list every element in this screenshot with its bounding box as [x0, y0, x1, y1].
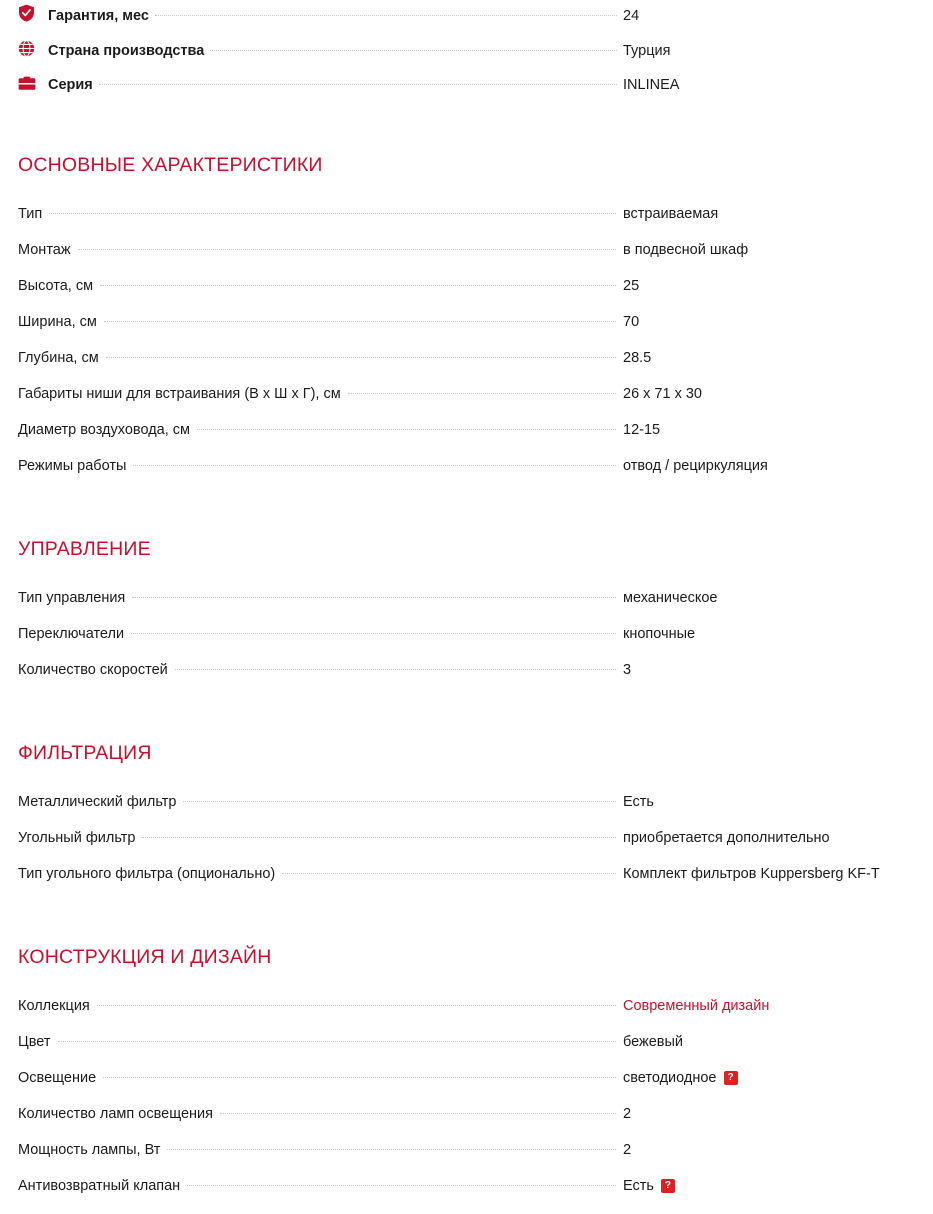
section-header-filtration — [18, 742, 915, 776]
spec-value: 25 — [623, 278, 640, 294]
dot-leader — [282, 873, 616, 874]
dot-leader — [142, 837, 616, 838]
section-header-main — [18, 154, 915, 188]
dot-leader — [97, 1005, 616, 1006]
help-icon[interactable]: ? — [724, 1071, 738, 1085]
table-row — [18, 662, 915, 698]
spec-value: механическое — [623, 590, 718, 606]
spec-value: в подвесной шкаф — [623, 242, 749, 258]
dot-leader — [78, 249, 616, 250]
table-row — [18, 830, 915, 866]
globe-icon — [18, 40, 48, 57]
dot-leader — [106, 357, 616, 358]
spec-name: Коллекция — [18, 998, 97, 1014]
dot-leader — [99, 84, 617, 85]
spec-row-series — [18, 74, 915, 110]
section-header-design — [18, 946, 915, 980]
spec-name: Количество скоростей — [18, 662, 175, 678]
spacer — [18, 188, 915, 206]
spec-name: Диаметр воздуховода, см — [18, 422, 197, 438]
table-row — [18, 1178, 915, 1214]
spec-value: 26 x 71 x 30 — [623, 386, 702, 402]
table-row — [18, 590, 915, 626]
spec-value: INLINEA — [623, 77, 680, 93]
table-row — [18, 242, 915, 278]
spec-name: Металлический фильтр — [18, 794, 183, 810]
spec-value: 3 — [623, 662, 632, 678]
help-icon[interactable]: ? — [661, 1179, 675, 1193]
section-title: УПРАВЛЕНИЕ — [18, 538, 151, 560]
spec-row-warranty — [18, 2, 915, 38]
spec-value: Есть — [623, 794, 654, 810]
dot-leader — [49, 213, 616, 214]
dot-leader — [183, 801, 616, 802]
dot-leader — [100, 285, 616, 286]
spec-label: Страна производства — [48, 43, 210, 59]
spec-value: кнопочные — [623, 626, 696, 642]
spec-value: Комплект фильтров Kuppersberg KF-T — [623, 866, 880, 882]
spec-value: 28.5 — [623, 350, 652, 366]
dot-leader — [131, 633, 616, 634]
section-title: КОНСТРУКЦИЯ И ДИЗАЙН — [18, 946, 272, 968]
spec-value: 70 — [623, 314, 640, 330]
dot-leader — [187, 1185, 616, 1186]
spacer — [18, 776, 915, 794]
spec-value-cell — [623, 1178, 915, 1194]
spec-value: бежевый — [623, 1034, 684, 1050]
dot-leader — [348, 393, 616, 394]
series-icon — [18, 76, 48, 91]
spec-value: отвод / рециркуляция — [623, 458, 768, 474]
table-row — [18, 998, 915, 1034]
spec-name: Габариты ниши для встраивания (В х Ш х Г), см — [18, 386, 348, 402]
spec-name: Глубина, см — [18, 350, 106, 366]
spec-value: 24 — [623, 8, 640, 24]
spec-label: Гарантия, мес — [48, 8, 155, 24]
table-row — [18, 866, 915, 902]
spec-value: 2 — [623, 1106, 632, 1122]
spec-value: 12-15 — [623, 422, 661, 438]
spec-value: Есть — [623, 1178, 654, 1194]
spec-name: Угольный фильтр — [18, 830, 142, 846]
dot-leader — [167, 1149, 616, 1150]
dot-leader — [220, 1113, 616, 1114]
spec-value-link[interactable]: Современный дизайн — [623, 998, 770, 1014]
table-row — [18, 350, 915, 386]
table-row — [18, 458, 915, 494]
spec-table-design — [18, 998, 915, 1214]
spec-name: Тип — [18, 206, 49, 222]
table-row — [18, 626, 915, 662]
dot-leader — [133, 465, 616, 466]
dot-leader — [132, 597, 616, 598]
table-row — [18, 1142, 915, 1178]
spec-value: светодиодное — [623, 1070, 717, 1086]
spec-value: Турция — [623, 43, 671, 59]
section-title: ОСНОВНЫЕ ХАРАКТЕРИСТИКИ — [18, 154, 323, 176]
spec-row-country — [18, 38, 915, 74]
spec-name: Ширина, см — [18, 314, 104, 330]
dot-leader — [155, 15, 617, 16]
dot-leader — [175, 669, 616, 670]
spacer — [18, 494, 915, 538]
spec-name: Переключатели — [18, 626, 131, 642]
table-row — [18, 278, 915, 314]
spacer — [18, 572, 915, 590]
spec-value: приобретается дополнительно — [623, 830, 830, 846]
spec-value-cell — [623, 1070, 915, 1086]
dot-leader — [58, 1041, 617, 1042]
spacer — [18, 902, 915, 946]
spec-name: Освещение — [18, 1070, 103, 1086]
section-title: ФИЛЬТРАЦИЯ — [18, 742, 152, 764]
spec-name: Мощность лампы, Вт — [18, 1142, 167, 1158]
highlight-specs-list — [18, 0, 915, 110]
spacer — [18, 698, 915, 742]
spec-name: Тип управления — [18, 590, 132, 606]
spec-value: 2 — [623, 1142, 632, 1158]
table-row — [18, 422, 915, 458]
table-row — [18, 386, 915, 422]
spec-table-control — [18, 590, 915, 698]
table-row — [18, 1070, 915, 1106]
spec-name: Цвет — [18, 1034, 58, 1050]
table-row — [18, 314, 915, 350]
spec-value: встраиваемая — [623, 206, 719, 222]
dot-leader — [104, 321, 616, 322]
spacer — [18, 110, 915, 154]
spec-name: Высота, см — [18, 278, 100, 294]
shield-icon — [18, 4, 48, 22]
spec-name: Антивозвратный клапан — [18, 1178, 187, 1194]
spec-name: Режимы работы — [18, 458, 133, 474]
spacer — [18, 980, 915, 998]
dot-leader — [197, 429, 616, 430]
table-row — [18, 794, 915, 830]
spec-name: Тип угольного фильтра (опционально) — [18, 866, 282, 882]
spec-table-filtration — [18, 794, 915, 902]
spec-name: Монтаж — [18, 242, 78, 258]
dot-leader — [210, 50, 617, 51]
dot-leader — [103, 1077, 616, 1078]
spec-name: Количество ламп освещения — [18, 1106, 220, 1122]
section-header-control — [18, 538, 915, 572]
spec-table-main — [18, 206, 915, 494]
table-row — [18, 1106, 915, 1142]
table-row — [18, 206, 915, 242]
spec-label: Серия — [48, 77, 99, 93]
table-row — [18, 1034, 915, 1070]
